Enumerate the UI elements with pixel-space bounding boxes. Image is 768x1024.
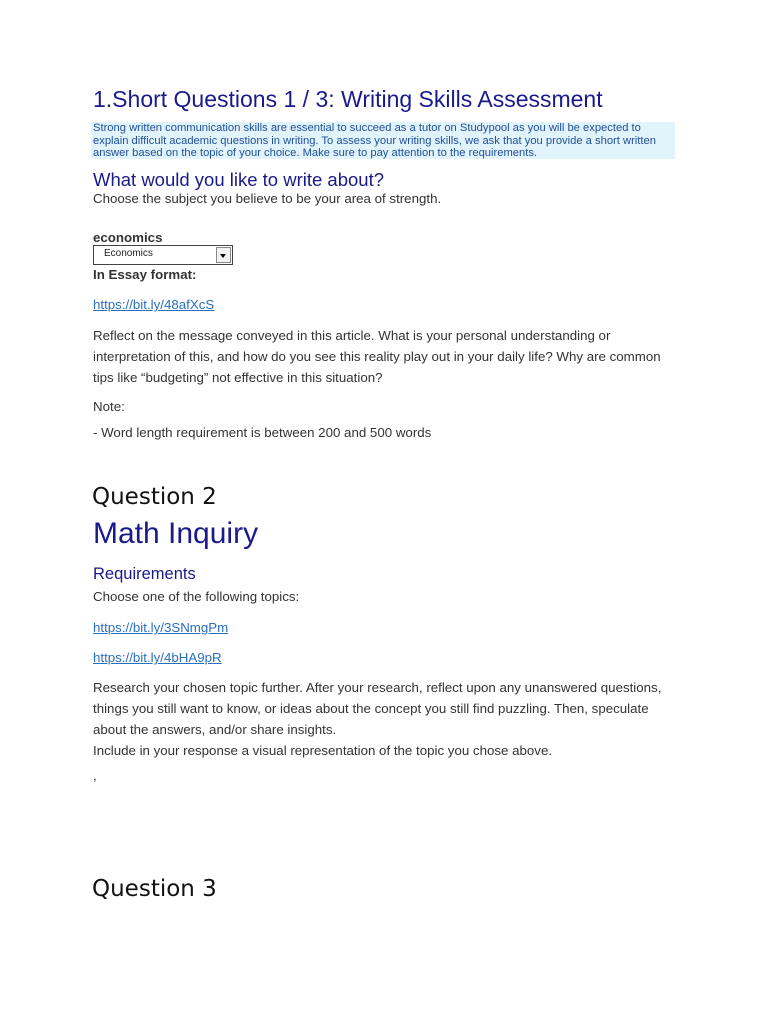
visual-representation-note: Include in your response a visual representation of the topic you chose above. [93, 743, 553, 758]
stray-comma: , [93, 768, 97, 783]
chevron-down-icon[interactable] [216, 247, 231, 263]
intro-text: Strong written communication skills are essential to succeed as a tutor on Studypool as you will be expected to explain difficult academic questions in writing. To assess your writing skills, we ask that you provide a short written answer based on the topic of your choice. Make sure to pay attention to the requirements. [91, 122, 675, 159]
write-about-heading: What would you like to write about? [93, 169, 385, 190]
article-link[interactable]: https://bit.ly/48afXcS [93, 297, 215, 312]
subject-select[interactable] [93, 245, 233, 265]
subject-select-value: Economics [104, 248, 153, 259]
topic-link-1[interactable]: https://bit.ly/3SNmgPm [93, 620, 229, 635]
essay-prompt: Reflect on the message conveyed in this article. What is your personal understanding or interpretation of this, and how do you see this reality play out in your daily life? Why are common tips like “budgeting” not effective in this situation? [93, 328, 661, 385]
note-label: Note: [93, 399, 125, 414]
page-title: 1.Short Questions 1 / 3: Writing Skills Assessment [93, 86, 603, 112]
question-2-label: Question 2 [92, 484, 217, 510]
essay-format-label: In Essay format: [93, 267, 197, 282]
requirements-heading: Requirements [93, 565, 196, 583]
math-inquiry-title: Math Inquiry [93, 517, 259, 550]
research-prompt: Research your chosen topic further. After your research, reflect upon any unanswered questions, things you still want to know, or ideas about the concept you still find puzzling. Then, speculate about the answers, and/or share insights. [93, 680, 662, 737]
subject-label: economics [93, 230, 163, 245]
topics-prompt: Choose one of the following topics: [93, 589, 300, 604]
subject-prompt: Choose the subject you believe to be your area of strength. [93, 191, 442, 206]
question-3-label: Question 3 [92, 876, 217, 902]
word-length-note: - Word length requirement is between 200 and 500 words [93, 425, 432, 440]
topic-link-2[interactable]: https://bit.ly/4bHA9pR [93, 650, 222, 665]
